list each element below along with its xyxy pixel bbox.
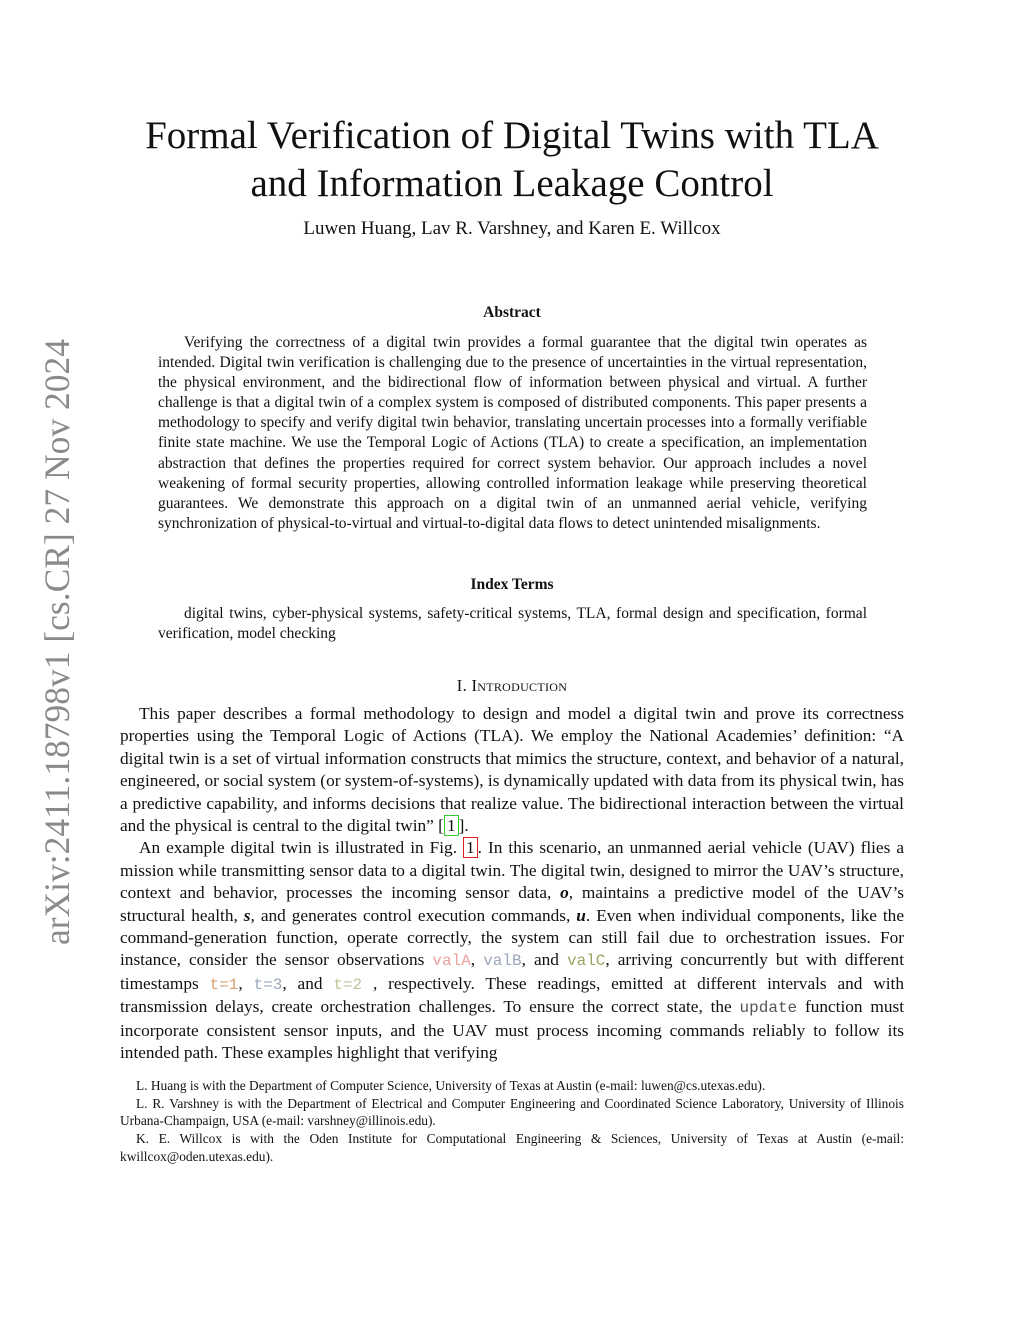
footnote-huang: L. Huang is with the Department of Computer Science, University of Texas at Austin (e-mail: luwen@cs.utexas.edu). (136, 1078, 766, 1093)
introduction-body (120, 703, 904, 1065)
code-t1: t=1 (209, 975, 239, 994)
para2-seg-1: An example digital twin is illustrated in Fig. (139, 838, 464, 858)
arxiv-side-label: arXiv:2411.18798v1 [cs.CR] 27 Nov 2024 (37, 338, 77, 946)
intro-paragraph-1 (120, 703, 904, 837)
para2-sep-3: , (238, 973, 254, 993)
variable-u: u (576, 905, 586, 925)
para2-sep-1: , (470, 950, 484, 970)
author-list: Luwen Huang, Lav R. Varshney, and Karen E. Willcox (303, 218, 721, 239)
section-title: Introduction (471, 676, 568, 695)
para2-seg-3: , maintains a predictive model of the UAV’s structural health, (120, 883, 904, 925)
abstract-text: Verifying the correctness of a digital twin provides a formal guarantee that the digital twin operates as intended. Digital twin verification is challenging due to the presence of uncertainties in the virtual representation, the physical environment, and the bidirectional flow of information between physical and virtual. A further challenge is that a digital twin of a complex system is composed of distributed components. This paper presents a methodology to specify and verify digital twin behavior, translating uncertain processes into a formally verifiable finite state machine. We use the Temporal Logic of Actions (TLA) to create a specification, an implementation abstraction that defines the properties required for correct system behavior. Our approach includes a novel weakening of formal security properties, allowing controlled information leakage while preserving theoretical guarantees. We demonstrate this approach on a digital twin of an unmanned aerial vehicle, verifying synchronization of physical-to-virtual and virtual-to-digital data flows to detect unintended misalignments. (158, 334, 867, 532)
code-update: update (739, 999, 798, 1018)
code-valB: valB (483, 952, 522, 971)
footnotes (120, 1077, 904, 1166)
para2-seg-4: , and generates control execution commands, (250, 905, 577, 925)
code-valC: valC (566, 952, 606, 971)
para2-seg-2: . In this scenario, an unmanned aerial vehicle (UAV) flies a mission while transmitting sensor data to a digital twin. The digital twin, designed to mirror the UAV’s structure, context and behavior, processes the incoming sensor data, (120, 838, 904, 903)
code-valA: valA (432, 952, 471, 971)
para2-seg-5: . Even when individual components, like the command-generation function, operate correctly, the system can still fail due to orchestration issues. For instance, consider the sensor observations (120, 905, 904, 970)
footnote-varshney: L. R. Varshney is with the Department of Electrical and Computer Engineering and Coordinated Science Laboratory, University of Illinois Urbana-Champaign, USA (e-mail: varshney@illinois.edu). (120, 1095, 904, 1129)
code-t3: t=3 (253, 975, 283, 994)
para2-seg-6: , arriving concurrently but with different timestamps (120, 950, 905, 993)
section-heading (100, 676, 924, 696)
citation-link[interactable]: 1 (444, 815, 459, 836)
variable-s: s (243, 905, 251, 925)
para1-text: This paper describes a formal methodology to design and model a digital twin and prove its correctness properties using the Temporal Logic of Actions (TLA). We employ the National Academies’ definition: “A digital twin is a set of virtual information constructs that mimics the structure, context, and behavior of a natural, engineered, or social system (or system-of-systems), is dynamically updated with data from its physical twin, has a predictive capability, and informs decisions that realize value. The bidirectional interaction between the virtual and the physical is central to the digital twin” [ (120, 704, 904, 836)
para2-seg-8: function must incorporate consistent sensor inputs, and the UAV must process incoming commands reliably to follow its intended path. These examples highlight that verifying (120, 997, 905, 1063)
para1-end: ]. (458, 816, 469, 836)
footnote-willcox: K. E. Willcox is with the Oden Institute for Computational Engineering & Sciences, University of Texas at Austin (e-mail: kwillcox@oden.utexas.edu). (120, 1131, 904, 1164)
code-t2: t=2 (333, 975, 363, 994)
abstract-heading: Abstract (483, 304, 541, 321)
variable-o: o (560, 883, 569, 903)
para2-seg-7: , respectively. These readings, emitted at different intervals and with transmission delays, create orchestration challenges. To ensure the correct state, the (120, 973, 904, 1017)
paper-title (100, 112, 924, 208)
index-terms-heading: Index Terms (470, 576, 554, 593)
para2-sep-2: , and (521, 950, 567, 970)
title-line-1: Formal Verification of Digital Twins with TLA (145, 114, 879, 157)
figure-reference-link[interactable]: 1 (463, 837, 478, 858)
intro-paragraph-2 (120, 837, 904, 1064)
index-terms-text: digital twins, cyber-physical systems, safety-critical systems, TLA, formal design and specification, formal verification, model checking (158, 605, 867, 643)
section-number: I. (456, 676, 468, 695)
para2-sep-4: , and (282, 973, 334, 993)
title-line-2: and Information Leakage Control (250, 162, 774, 205)
